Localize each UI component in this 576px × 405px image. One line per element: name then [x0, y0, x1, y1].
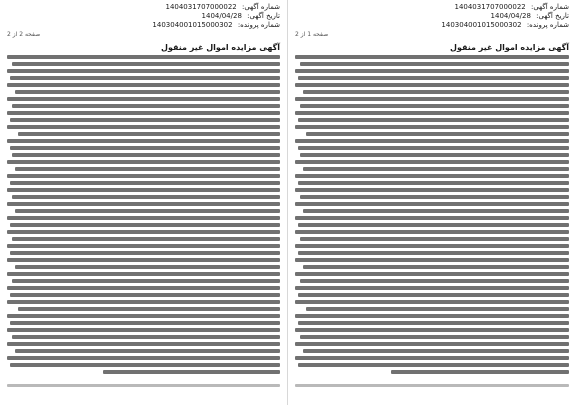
body-text-line: [15, 90, 280, 94]
body-text-line: [12, 104, 280, 108]
notice-title: آگهی مزایده اموال غیر منقول: [450, 43, 569, 52]
notice-footer: [295, 384, 569, 393]
notice-number-value: 1404031707000022: [454, 3, 526, 11]
notice-body: [295, 55, 569, 374]
body-text-line: [295, 342, 569, 346]
body-text-line: [7, 97, 280, 101]
body-text-line: [303, 209, 569, 213]
body-text-line: [7, 83, 280, 87]
body-text-line: [12, 335, 280, 339]
body-text-line: [18, 132, 280, 136]
body-text-line: [12, 195, 280, 199]
body-text-line: [298, 181, 569, 185]
body-text-line: [298, 118, 569, 122]
body-text-line: [300, 279, 569, 283]
notice-number-row: [7, 3, 280, 12]
body-text-line: [7, 174, 280, 178]
notice-body: [7, 55, 280, 374]
body-text-line: [12, 62, 280, 66]
body-text-line: [18, 307, 280, 311]
case-number-row: [295, 21, 569, 30]
body-text-line: [7, 286, 280, 290]
notice-header: [295, 3, 569, 30]
body-text-line: [15, 209, 280, 213]
notice-footer: [7, 384, 280, 393]
body-text-line: [298, 251, 569, 255]
body-text-line: [10, 321, 280, 325]
body-text-line: [7, 300, 280, 304]
body-text-line: [295, 356, 569, 360]
body-text-line: [306, 132, 569, 136]
body-text-line: [303, 90, 569, 94]
body-text-line: [300, 104, 569, 108]
body-text-line: [7, 125, 280, 129]
notice-date-value: 1404/04/28: [201, 12, 242, 20]
case-number-row: [7, 21, 280, 30]
body-text-line: [10, 76, 280, 80]
body-text-line: [10, 146, 280, 150]
case-number-label: شماره پرونده:: [526, 21, 569, 29]
body-text-line: [295, 55, 569, 59]
body-text-line: [10, 363, 280, 367]
notice-date-value: 1404/04/28: [490, 12, 531, 20]
body-text-line: [295, 139, 569, 143]
notice-number-label: شماره آگهی:: [530, 3, 569, 11]
body-text-line: [103, 370, 280, 374]
body-text-line: [7, 55, 280, 59]
body-text-line: [303, 349, 569, 353]
body-text-line: [298, 321, 569, 325]
body-text-line: [298, 223, 569, 227]
body-text-line: [295, 160, 569, 164]
page-number: صفحه 2 از 2: [7, 31, 41, 38]
body-text-line: [391, 370, 569, 374]
body-text-line: [7, 111, 280, 115]
body-text-line: [12, 153, 280, 157]
body-text-line: [295, 286, 569, 290]
body-text-line: [295, 202, 569, 206]
body-text-line: [7, 188, 280, 192]
body-text-line: [295, 244, 569, 248]
body-text-line: [10, 181, 280, 185]
body-text-line: [295, 111, 569, 115]
page-info-line: [295, 31, 569, 41]
body-text-line: [7, 216, 280, 220]
case-number-value: 140304001015000302: [152, 21, 233, 29]
body-text-line: [300, 195, 569, 199]
body-text-line: [303, 167, 569, 171]
body-text-line: [10, 293, 280, 297]
page-number: صفحه 1 از 2: [295, 31, 329, 38]
notice-date-label: تاریخ آگهی:: [247, 12, 280, 20]
notice-number-label: شماره آگهی:: [241, 3, 280, 11]
body-text-line: [295, 272, 569, 276]
body-text-line: [295, 174, 569, 178]
body-text-line: [303, 265, 569, 269]
body-text-line: [295, 230, 569, 234]
case-number-value: 140304001015000302: [441, 21, 522, 29]
body-text-line: [10, 223, 280, 227]
body-text-line: [295, 216, 569, 220]
body-text-line: [295, 300, 569, 304]
body-text-line: [10, 251, 280, 255]
body-text-line: [300, 62, 569, 66]
body-text-line: [7, 328, 280, 332]
body-text-line: [12, 237, 280, 241]
case-number-label: شماره پرونده:: [237, 21, 280, 29]
body-text-line: [295, 328, 569, 332]
notice-date-row: [7, 12, 280, 21]
body-text-line: [295, 314, 569, 318]
notice-date-row: [295, 12, 569, 21]
body-text-line: [298, 363, 569, 367]
body-text-line: [298, 76, 569, 80]
body-text-line: [295, 258, 569, 262]
body-text-line: [7, 314, 280, 318]
body-text-line: [7, 272, 280, 276]
body-text-line: [7, 244, 280, 248]
body-text-line: [295, 125, 569, 129]
body-text-line: [15, 167, 280, 171]
notice-date-label: تاریخ آگهی:: [536, 12, 569, 20]
page-info-line: [7, 31, 280, 41]
body-text-line: [7, 230, 280, 234]
body-text-line: [298, 293, 569, 297]
notice-number-value: 1404031707000022: [165, 3, 237, 11]
body-text-line: [7, 202, 280, 206]
notice-number-row: [295, 3, 569, 12]
body-text-line: [15, 349, 280, 353]
body-text-line: [7, 258, 280, 262]
body-text-line: [295, 188, 569, 192]
notice-page-1: [288, 0, 576, 405]
body-text-line: [7, 139, 280, 143]
body-text-line: [300, 335, 569, 339]
body-text-line: [7, 356, 280, 360]
body-text-line: [300, 153, 569, 157]
notice-header: [7, 3, 280, 30]
body-text-line: [10, 118, 280, 122]
body-text-line: [298, 146, 569, 150]
body-text-line: [15, 265, 280, 269]
body-text-line: [12, 279, 280, 283]
body-text-line: [295, 97, 569, 101]
body-text-line: [7, 160, 280, 164]
body-text-line: [300, 237, 569, 241]
body-text-line: [306, 307, 569, 311]
notice-title: آگهی مزایده اموال غیر منقول: [161, 43, 280, 52]
body-text-line: [295, 69, 569, 73]
body-text-line: [295, 83, 569, 87]
body-text-line: [7, 342, 280, 346]
body-text-line: [7, 69, 280, 73]
